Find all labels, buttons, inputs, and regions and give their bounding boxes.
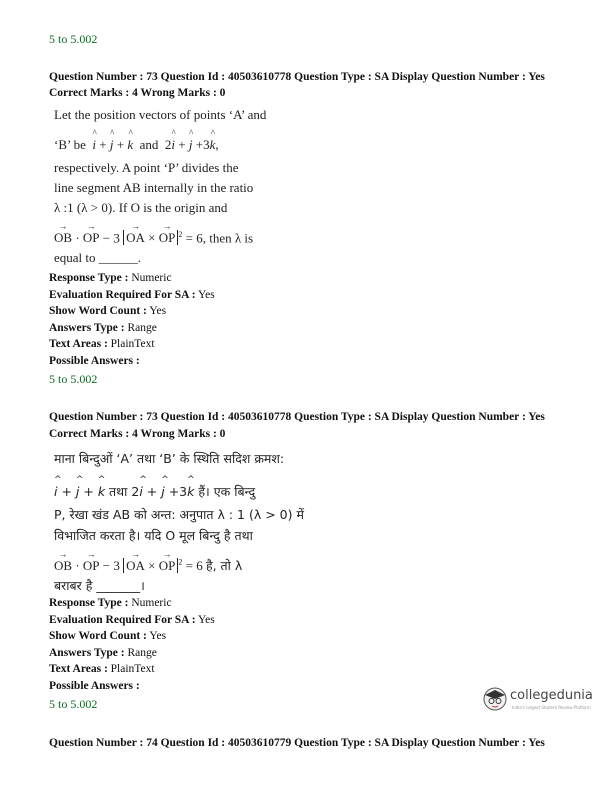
logo-wordmark: collegedunia <box>510 688 593 703</box>
meta-row: Text Areas : PlainText <box>49 338 155 350</box>
possible-answer: 5 to 5.002 <box>49 697 98 711</box>
logo-mascot-icon <box>482 686 508 712</box>
meta-row: Answers Type : Range <box>49 322 157 334</box>
meta-row: Possible Answers : <box>49 355 140 367</box>
question-header: Question Number : 74 Question Id : 40503610779 Question Type : SA Display Question Number : Yes <box>49 737 545 749</box>
question-header: Question Number : 73 Question Id : 40503610778 Question Type : SA Display Question Number : Yes <box>49 411 545 423</box>
meta-row: Evaluation Required For SA : Yes <box>49 614 215 626</box>
question-text-line: ‘B’ be ^ i + ^ j + ^ k and 2^ i + ^ j +3^ k, <box>54 137 219 153</box>
question-header: Question Number : 73 Question Id : 40503610778 Question Type : SA Display Question Number : Yes <box>49 71 545 83</box>
logo-tagline: India's largest Student Review Platform <box>512 705 591 710</box>
collegedunia-logo <box>482 684 592 714</box>
marks-line: Correct Marks : 4 Wrong Marks : 0 <box>49 428 226 440</box>
marks-line: Correct Marks : 4 Wrong Marks : 0 <box>49 87 226 99</box>
meta-row: Response Type : Numeric <box>49 597 172 609</box>
possible-answer: 5 to 5.002 <box>49 372 98 386</box>
question-formula: → OB · → OP − 3 → OA × → OP $^2$ = 6 है, तो λ <box>54 557 242 574</box>
meta-row: Answers Type : Range <box>49 647 157 659</box>
meta-row: Evaluation Required For SA : Yes <box>49 289 215 301</box>
question-formula: → OB · → OP − 3 → OA × → OP $^2$ = 6, then λ is <box>54 230 253 246</box>
meta-row: Possible Answers : <box>49 680 140 692</box>
meta-row: Show Word Count : Yes <box>49 630 167 642</box>
meta-row: Show Word Count : Yes <box>49 305 167 317</box>
meta-row: Response Type : Numeric <box>49 272 172 284</box>
question-text-line: ^ i + ^ j + ^ k तथा 2^ i + ^ j +3^ k हैं। एक बिन्दु <box>54 483 255 500</box>
previous-answer: 5 to 5.002 <box>49 32 98 46</box>
meta-row: Text Areas : PlainText <box>49 663 155 675</box>
